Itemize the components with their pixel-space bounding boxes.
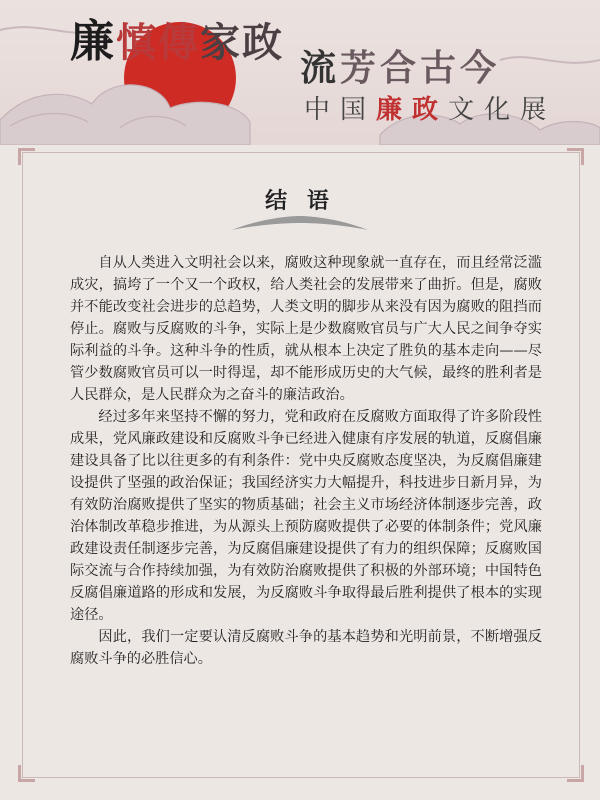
subtitle-char: 合 xyxy=(380,47,421,89)
banner-subtitle xyxy=(300,46,500,90)
heading-underline-ornament xyxy=(232,214,368,232)
title-char: 家 xyxy=(200,19,242,66)
frame-corner-ornament xyxy=(18,148,35,165)
exhibit-char: 中 xyxy=(304,95,341,125)
exhibit-char: 文 xyxy=(448,95,485,125)
article-body xyxy=(70,252,542,670)
exhibit-char: 国 xyxy=(340,95,377,125)
title-char: 慎 xyxy=(116,19,158,66)
banner-header xyxy=(0,0,600,145)
title-char: 傳 xyxy=(158,19,200,66)
subtitle-char: 芳 xyxy=(340,47,381,89)
exhibit-name xyxy=(304,94,556,126)
frame-corner-ornament xyxy=(567,765,584,782)
paragraph: 自从人类进入文明社会以来，腐败这种现象就一直存在，而且经常泛滥成灾，搞垮了一个又一个政权，给人类社会的发展带来了曲折。但是，腐败并不能改变社会进步的总趋势，人类文明的脚步从来没有因为腐败的阻挡而停止。腐败与反腐败的斗争，实际上是少数腐败官员与广大人民之间争夺实际利益的斗争。这种斗争的性质，就从根本上决定了胜负的基本走向——尽管少数腐败官员可以一时得逞，却不能形成历史的大气候，最终的胜利者是人民群众，是人民群众为之奋斗的廉洁政治。 xyxy=(70,255,542,403)
exhibit-char: 化 xyxy=(484,95,521,125)
frame-corner-ornament xyxy=(567,148,584,165)
title-char: 政 xyxy=(242,19,284,66)
exhibit-char: 廉 xyxy=(376,95,413,125)
paragraph: 经过多年来坚持不懈的努力，党和政府在反腐败方面取得了许多阶段性成果，党风廉政建设和反腐败斗争已经进入健康有序发展的轨道，反腐倡廉建设具备了比以往更多的有利条件：党中央反腐败态度坚决，为反腐倡廉建设提供了坚强的政治保证；我国经济实力大幅提升，科技进步日新月异，为有效防治腐败提供了坚实的物质基础；社会主义市场经济体制逐步完善，政治体制改革稳步推进，为从源头上预防腐败提供了必要的体制条件；党风廉政建设责任制逐步完善，为反腐倡廉建设提供了有力的组织保障；反腐败国际交流与合作持续加强，为有效防治腐败提供了积极的外部环境；中国特色反腐倡廉道路的形成和发展，为反腐败斗争取得最后胜利提供了根本的实现途径。 xyxy=(70,409,542,623)
paragraph: 因此，我们一定要认清反腐败斗争的基本趋势和光明前景，不断增强反腐败斗争的必胜信心。 xyxy=(70,629,542,667)
banner-title-main xyxy=(70,18,284,67)
subtitle-char: 古 xyxy=(420,47,461,89)
frame-corner-ornament xyxy=(18,765,35,782)
subtitle-char: 流 xyxy=(300,47,341,89)
exhibit-char: 政 xyxy=(412,95,449,125)
exhibit-char: 展 xyxy=(520,95,557,125)
title-char: 廉 xyxy=(70,16,116,67)
section-heading: 结 语 xyxy=(265,188,335,214)
subtitle-char: 今 xyxy=(460,47,501,89)
